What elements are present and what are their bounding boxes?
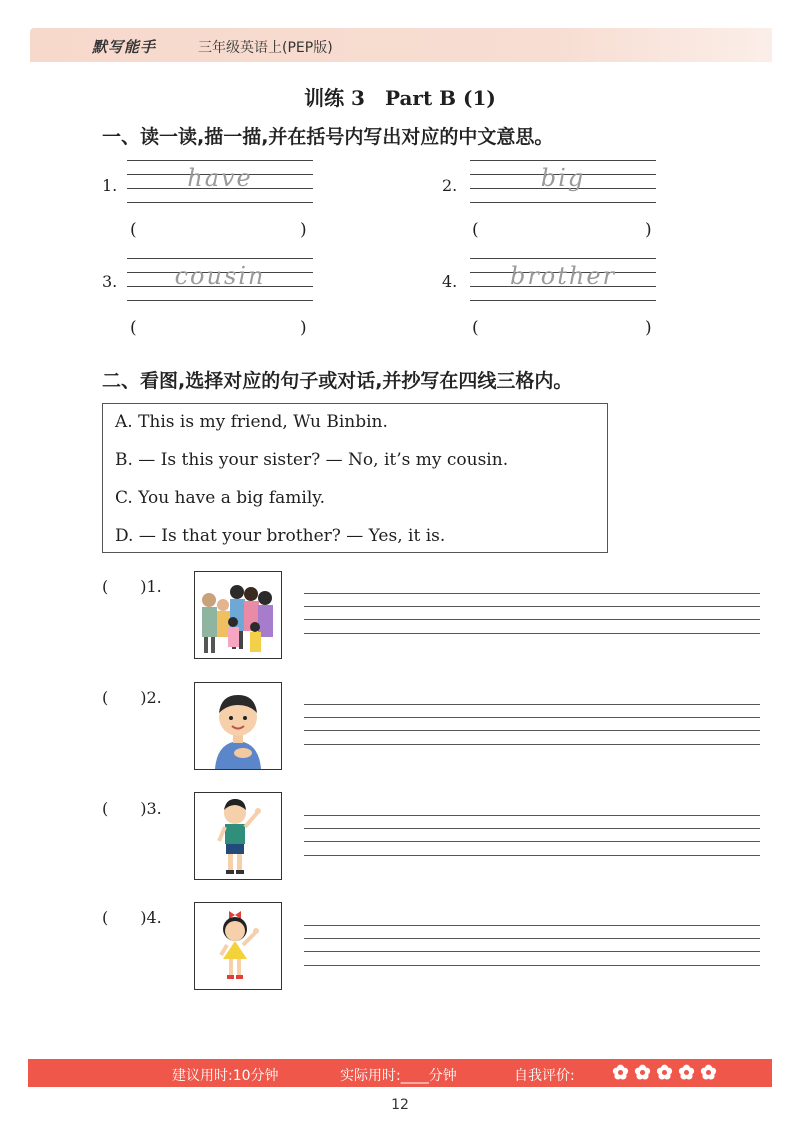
flower-icon[interactable]: [656, 1064, 673, 1081]
question-label[interactable]: ( )3.: [102, 799, 162, 818]
question-label[interactable]: ( )1.: [102, 577, 162, 596]
writing-lines[interactable]: [304, 593, 760, 633]
girl-waving-picture: [194, 902, 282, 990]
option-d: D. — Is that your brother? — Yes, it is.: [115, 526, 446, 546]
trace-word: brother: [509, 262, 617, 290]
boy-waving-picture: [194, 792, 282, 880]
writing-lines[interactable]: [304, 925, 760, 965]
paren-close: ): [300, 318, 307, 338]
four-line-grid[interactable]: [470, 258, 656, 300]
item-number: 3.: [102, 272, 118, 291]
page-title: 训练 3 Part B (1): [304, 86, 496, 110]
options-box: [102, 403, 608, 553]
paren-open: (: [130, 318, 137, 338]
footer-bar: [28, 1059, 772, 1087]
writing-lines[interactable]: [304, 704, 760, 744]
paren-open: (: [472, 318, 479, 338]
option-c: C. You have a big family.: [115, 488, 326, 508]
writing-lines[interactable]: [304, 815, 760, 855]
suggested-time: 建议用时:10分钟: [172, 1068, 279, 1084]
item-number: 1.: [102, 176, 118, 195]
self-evaluation-label: 自我评价:: [514, 1068, 575, 1084]
item-number: 2.: [442, 176, 458, 195]
four-line-grid[interactable]: [127, 258, 313, 300]
family-group-picture: [194, 571, 282, 659]
paren-close: ): [300, 220, 307, 240]
four-line-grid[interactable]: [470, 160, 656, 202]
answer-blank[interactable]: [488, 218, 638, 242]
item-number: 4.: [442, 272, 458, 291]
actual-time[interactable]: 实际用时:____分钟: [340, 1068, 457, 1084]
paren-close: ): [645, 318, 652, 338]
trace-word: have: [187, 164, 253, 192]
series-title: 三年级英语上(PEP版): [198, 40, 333, 56]
flower-icon[interactable]: [700, 1064, 717, 1081]
trace-word: big: [540, 164, 586, 192]
trace-word: cousin: [174, 262, 266, 290]
section2-title: 二、看图,选择对应的句子或对话,并抄写在四线三格内。: [102, 370, 573, 392]
option-b: B. — Is this your sister? — No, it’s my cousin.: [115, 450, 509, 470]
header-band: [30, 28, 772, 62]
answer-blank[interactable]: [488, 316, 638, 340]
flower-icon[interactable]: [634, 1064, 651, 1081]
flower-icon[interactable]: [678, 1064, 695, 1081]
four-line-grid[interactable]: [127, 160, 313, 202]
option-a: A. This is my friend, Wu Binbin.: [115, 412, 388, 432]
answer-blank[interactable]: [145, 218, 295, 242]
question-label[interactable]: ( )2.: [102, 688, 162, 707]
brand-name: 默写能手: [92, 38, 157, 56]
paren-open: (: [130, 220, 137, 240]
rating-flowers[interactable]: [612, 1064, 722, 1085]
section1-title: 一、读一读,描一描,并在括号内写出对应的中文意思。: [102, 126, 554, 148]
paren-open: (: [472, 220, 479, 240]
question-label[interactable]: ( )4.: [102, 908, 162, 927]
answer-blank[interactable]: [145, 316, 295, 340]
page-number: 12: [391, 1097, 409, 1113]
flower-icon[interactable]: [612, 1064, 629, 1081]
paren-close: ): [645, 220, 652, 240]
boy-hand-on-chest-picture: [194, 682, 282, 770]
